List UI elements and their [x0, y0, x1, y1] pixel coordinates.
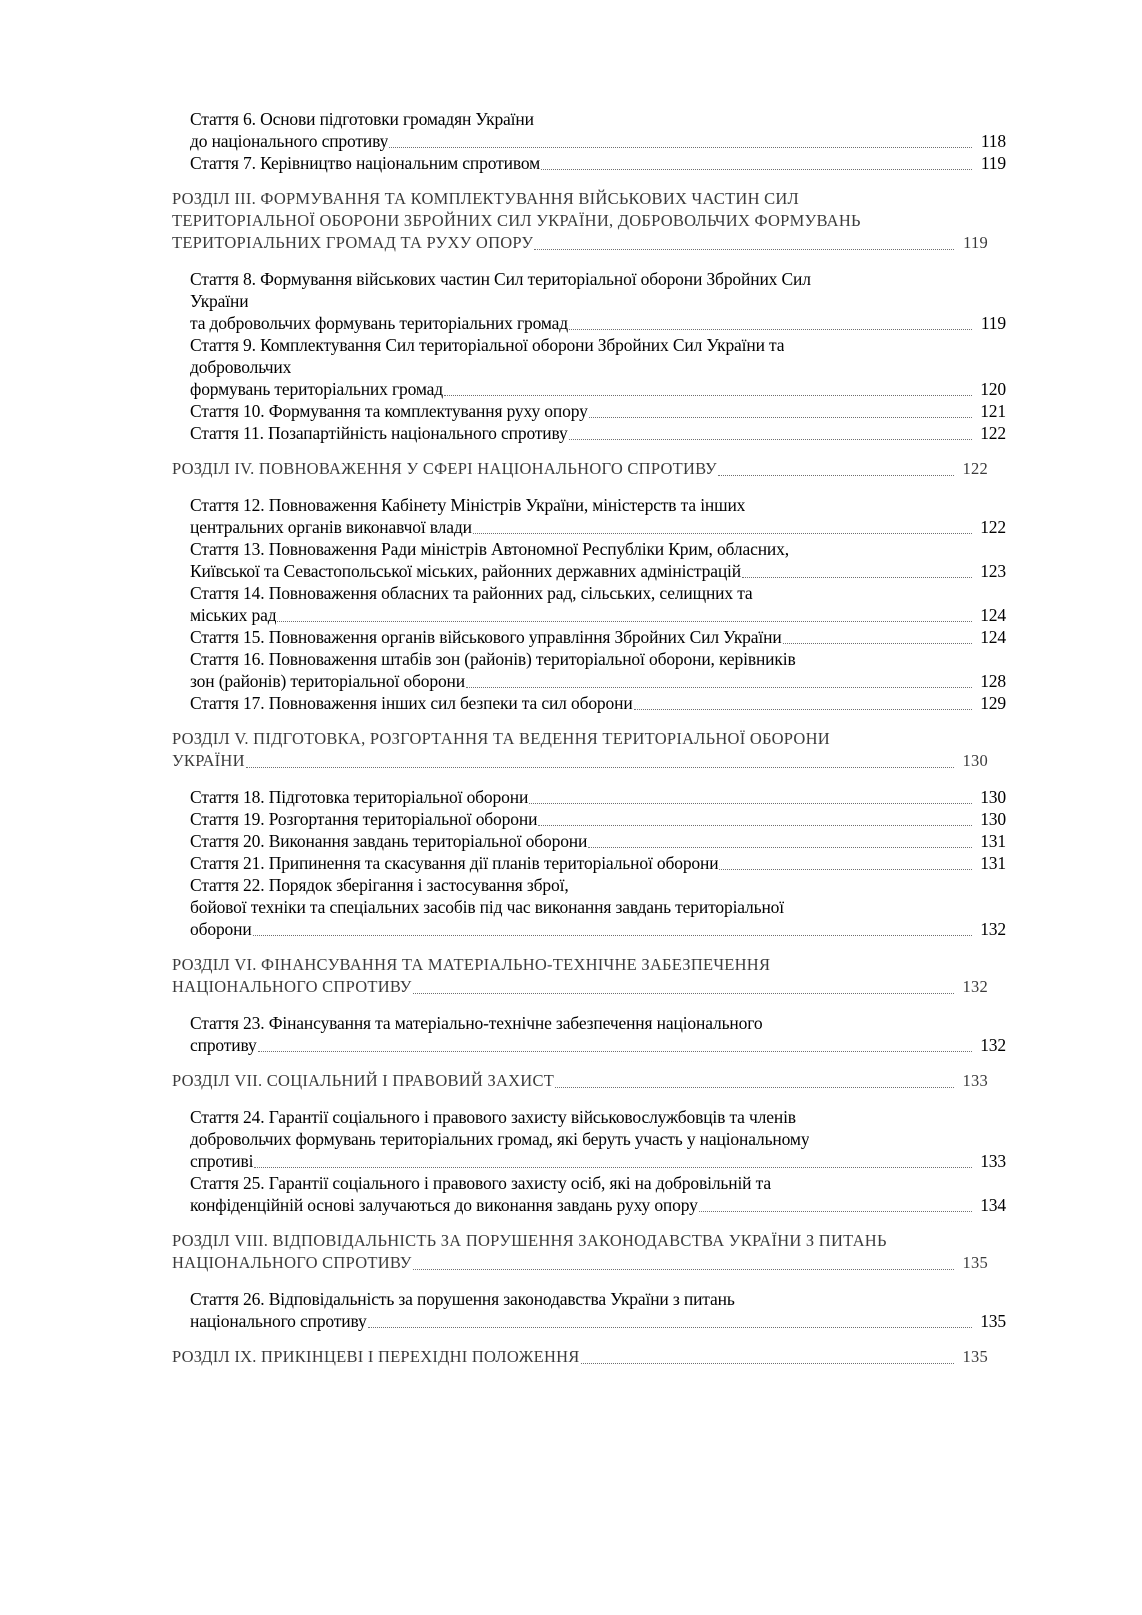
toc-page-number: 132 [980, 1035, 1006, 1055]
toc-article-entry[interactable] [190, 378, 1006, 400]
dot-leader [589, 416, 972, 418]
dot-leader [529, 802, 972, 804]
toc-article-entry[interactable] [190, 918, 1006, 940]
toc-entry-text: національного спротиву [190, 1311, 367, 1331]
toc-article-entry[interactable] [190, 560, 1006, 582]
toc-entry-text: Стаття 9. Комплектування Сил територіальної оборони Збройних Сил України та [190, 335, 785, 355]
toc-article-line[interactable] [190, 648, 1006, 670]
toc-entry-text: Стаття 23. Фінансування та матеріально-технічне забезпечення національного [190, 1013, 763, 1033]
toc-section-heading[interactable] [172, 458, 988, 480]
toc-article-line[interactable] [190, 538, 1006, 560]
toc-article-line[interactable] [190, 108, 1006, 130]
toc-entry-text: бойової техніки та спеціальних засобів під час виконання завдань територіальної [190, 897, 784, 917]
toc-section-heading[interactable] [172, 1346, 988, 1368]
toc-entry-text: Стаття 10. Формування та комплектування руху опору [190, 401, 588, 421]
toc-page-number: 130 [980, 787, 1006, 807]
toc-page-number: 135 [962, 1253, 988, 1272]
toc-entry-text: Стаття 20. Виконання завдань територіальної оборони [190, 831, 588, 851]
toc-article-entry[interactable] [190, 786, 1006, 808]
toc-page-number: 119 [980, 313, 1006, 333]
dot-leader [581, 1362, 954, 1364]
toc-entry-text: РОЗДІЛ IX. ПРИКІНЦЕВІ І ПЕРЕХІДНІ ПОЛОЖЕННЯ [172, 1347, 580, 1366]
toc-entry-text: Стаття 26. Відповідальність за порушення законодавства України з питань [190, 1289, 735, 1309]
dot-leader [569, 438, 972, 440]
toc-entry-text: Стаття 11. Позапартійність національного спротиву [190, 423, 568, 443]
toc-entry-text: Стаття 18. Підготовка територіальної оборони [190, 787, 529, 807]
toc-entry-text: НАЦІОНАЛЬНОГО СПРОТИВУ [172, 977, 412, 996]
toc-article-line[interactable] [190, 1288, 1006, 1310]
dot-leader [541, 168, 972, 170]
toc-article-entry[interactable] [190, 830, 1006, 852]
toc-section-heading[interactable] [172, 1252, 988, 1274]
toc-article-entry[interactable] [190, 852, 1006, 874]
toc-entry-text: РОЗДІЛ VI. ФІНАНСУВАННЯ ТА МАТЕРІАЛЬНО-ТЕХНІЧНЕ ЗАБЕЗПЕЧЕННЯ [172, 955, 771, 974]
toc-entry-text: до національного спротиву [190, 131, 389, 151]
toc-page-number: 122 [980, 517, 1006, 537]
toc-page-number: 120 [980, 379, 1006, 399]
toc-page-number: 132 [980, 919, 1006, 939]
dot-leader [742, 576, 972, 578]
toc-entry-text: Стаття 6. Основи підготовки громадян України [190, 109, 534, 129]
toc-article-line[interactable] [190, 334, 1006, 356]
toc-entry-text: РОЗДІЛ V. ПІДГОТОВКА, РОЗГОРТАННЯ ТА ВЕДЕННЯ ТЕРИТОРІАЛЬНОЇ ОБОРОНИ [172, 729, 830, 748]
toc-entry-text: спротиві [190, 1151, 254, 1171]
toc-article-entry[interactable] [190, 1194, 1006, 1216]
toc-page-number: 119 [980, 153, 1006, 173]
toc-entry-text: України [190, 291, 249, 311]
toc-page-number: 130 [962, 751, 988, 770]
dot-leader [569, 328, 972, 330]
toc-article-entry[interactable] [190, 604, 1006, 626]
toc-entry-text: РОЗДІЛ VIII. ВІДПОВІДАЛЬНІСТЬ ЗА ПОРУШЕННЯ ЗАКОНОДАВСТВА УКРАЇНИ З ПИТАНЬ [172, 1231, 887, 1250]
toc-section-heading[interactable] [172, 1070, 988, 1092]
toc-article-line[interactable] [190, 1172, 1006, 1194]
toc-entry-text: Стаття 16. Повноваження штабів зон (районів) територіальної оборони, керівників [190, 649, 796, 669]
dot-leader [368, 1326, 972, 1328]
toc-entry-text: формувань територіальних громад [190, 379, 444, 399]
toc-article-entry[interactable] [190, 1310, 1006, 1332]
dot-leader [413, 1268, 954, 1270]
toc-article-entry[interactable] [190, 152, 1006, 174]
toc-article-entry[interactable] [190, 312, 1006, 334]
toc-entry-text: РОЗДІЛ IV. ПОВНОВАЖЕННЯ У СФЕРІ НАЦІОНАЛЬНОГО СПРОТИВУ [172, 459, 717, 478]
toc-page-number: 122 [980, 423, 1006, 443]
toc-article-entry[interactable] [190, 1034, 1006, 1056]
dot-leader [466, 686, 972, 688]
toc-entry-text: Стаття 12. Повноваження Кабінету Міністрів України, міністерств та інших [190, 495, 746, 515]
dot-leader [413, 992, 954, 994]
toc-entry-text: оборони [190, 919, 252, 939]
toc-page-number: 133 [980, 1151, 1006, 1171]
toc-entry-text: Стаття 25. Гарантії соціального і правового захисту осіб, які на добровільній та [190, 1173, 771, 1193]
toc-page-number: 121 [980, 401, 1006, 421]
dot-leader [258, 1050, 972, 1052]
toc-section-heading-line[interactable] [172, 1230, 988, 1252]
dot-leader [254, 1166, 972, 1168]
toc-page-number: 128 [980, 671, 1006, 691]
toc-entry-text: Стаття 15. Повноваження органів військового управління Збройних Сил України [190, 627, 782, 647]
toc-entry-text: центральних органів виконавчої влади [190, 517, 472, 537]
dot-leader [389, 146, 972, 148]
toc-article-entry[interactable] [190, 626, 1006, 648]
toc-entry-text: РОЗДІЛ III. ФОРМУВАННЯ ТА КОМПЛЕКТУВАННЯ ВІЙСЬКОВИХ ЧАСТИН СИЛ [172, 189, 799, 208]
toc-entry-text: зон (районів) територіальної оборони [190, 671, 465, 691]
toc-article-entry[interactable] [190, 808, 1006, 830]
toc-page-number: 124 [980, 627, 1006, 647]
table-of-contents [172, 108, 1006, 1382]
toc-article-line[interactable] [190, 290, 1006, 312]
toc-section-heading[interactable] [172, 976, 988, 998]
dot-leader [588, 846, 972, 848]
toc-section-heading-line[interactable] [172, 728, 988, 750]
toc-article-line[interactable] [190, 1128, 1006, 1150]
dot-leader [534, 248, 954, 250]
dot-leader [444, 394, 972, 396]
toc-entry-text: Стаття 17. Повноваження інших сил безпеки та сил оборони [190, 693, 633, 713]
dot-leader [538, 824, 972, 826]
toc-article-line[interactable] [190, 494, 1006, 516]
toc-entry-text: Стаття 7. Керівництво національним спротивом [190, 153, 541, 173]
toc-page-number: 135 [980, 1311, 1006, 1331]
toc-entry-text: та добровольчих формувань територіальних громад [190, 313, 569, 333]
toc-article-line[interactable] [190, 1106, 1006, 1128]
dot-leader [253, 934, 972, 936]
toc-article-entry[interactable] [190, 130, 1006, 152]
toc-page-number: 134 [980, 1195, 1006, 1215]
toc-article-line[interactable] [190, 356, 1006, 378]
toc-article-entry[interactable] [190, 670, 1006, 692]
dot-leader [555, 1086, 954, 1088]
toc-page-number: 124 [980, 605, 1006, 625]
dot-leader [634, 708, 972, 710]
toc-entry-text: НАЦІОНАЛЬНОГО СПРОТИВУ [172, 1253, 412, 1272]
toc-entry-text: Стаття 13. Повноваження Ради міністрів Автономної Республіки Крим, обласних, [190, 539, 789, 559]
toc-entry-text: добровольчих [190, 357, 292, 377]
dot-leader [783, 642, 972, 644]
toc-page-number: 129 [980, 693, 1006, 713]
toc-entry-text: Стаття 21. Припинення та скасування дії планів територіальної оборони [190, 853, 719, 873]
toc-entry-text: Стаття 8. Формування військових частин Сил територіальної оборони Збройних Сил [190, 269, 811, 289]
toc-entry-text: Київської та Севастопольської міських, районних державних адміністрацій [190, 561, 741, 581]
toc-entry-text: Стаття 14. Повноваження обласних та районних рад, сільських, селищних та [190, 583, 753, 603]
toc-article-entry[interactable] [190, 400, 1006, 422]
toc-article-line[interactable] [190, 582, 1006, 604]
toc-entry-text: Стаття 22. Порядок зберігання і застосування зброї, [190, 875, 569, 895]
toc-page-number: 123 [980, 561, 1006, 581]
dot-leader [719, 868, 972, 870]
toc-page-number: 119 [963, 233, 988, 252]
dot-leader [699, 1210, 972, 1212]
toc-article-line[interactable] [190, 1012, 1006, 1034]
toc-page-number: 122 [962, 459, 988, 478]
toc-page-number: 135 [962, 1347, 988, 1366]
toc-entry-text: конфіденційній основі залучаються до виконання завдань руху опору [190, 1195, 698, 1215]
dot-leader [277, 620, 972, 622]
toc-page-number: 132 [962, 977, 988, 996]
toc-article-entry[interactable] [190, 422, 1006, 444]
toc-page-number: 131 [980, 831, 1006, 851]
toc-article-line[interactable] [190, 896, 1006, 918]
toc-section-heading[interactable] [172, 750, 988, 772]
toc-article-entry[interactable] [190, 516, 1006, 538]
toc-entry-text: РОЗДІЛ VII. СОЦІАЛЬНИЙ І ПРАВОВИЙ ЗАХИСТ [172, 1071, 555, 1090]
toc-section-heading-line[interactable] [172, 210, 988, 232]
dot-leader [718, 474, 954, 476]
toc-entry-text: ТЕРИТОРІАЛЬНОЇ ОБОРОНИ ЗБРОЙНИХ СИЛ УКРАЇНИ, ДОБРОВОЛЬЧИХ ФОРМУВАНЬ [172, 211, 861, 230]
toc-entry-text: спротиву [190, 1035, 257, 1055]
dot-leader [473, 532, 972, 534]
toc-section-heading[interactable] [172, 232, 988, 254]
toc-entry-text: УКРАЇНИ [172, 751, 245, 770]
dot-leader [246, 766, 954, 768]
toc-section-heading-line[interactable] [172, 188, 988, 210]
toc-page-number: 133 [962, 1071, 988, 1090]
toc-article-entry[interactable] [190, 692, 1006, 714]
toc-entry-text: Стаття 24. Гарантії соціального і правового захисту військовослужбовців та членів [190, 1107, 796, 1127]
toc-article-entry[interactable] [190, 1150, 1006, 1172]
toc-entry-text: ТЕРИТОРІАЛЬНИХ ГРОМАД ТА РУХУ ОПОРУ [172, 233, 534, 252]
toc-article-line[interactable] [190, 874, 1006, 896]
toc-entry-text: добровольчих формувань територіальних громад, які беруть участь у національному [190, 1129, 810, 1149]
toc-section-heading-line[interactable] [172, 954, 988, 976]
toc-entry-text: Стаття 19. Розгортання територіальної оборони [190, 809, 538, 829]
toc-entry-text: міських рад [190, 605, 277, 625]
toc-page-number: 130 [980, 809, 1006, 829]
toc-article-line[interactable] [190, 268, 1006, 290]
toc-page-number: 118 [980, 131, 1006, 151]
toc-page-number: 131 [980, 853, 1006, 873]
